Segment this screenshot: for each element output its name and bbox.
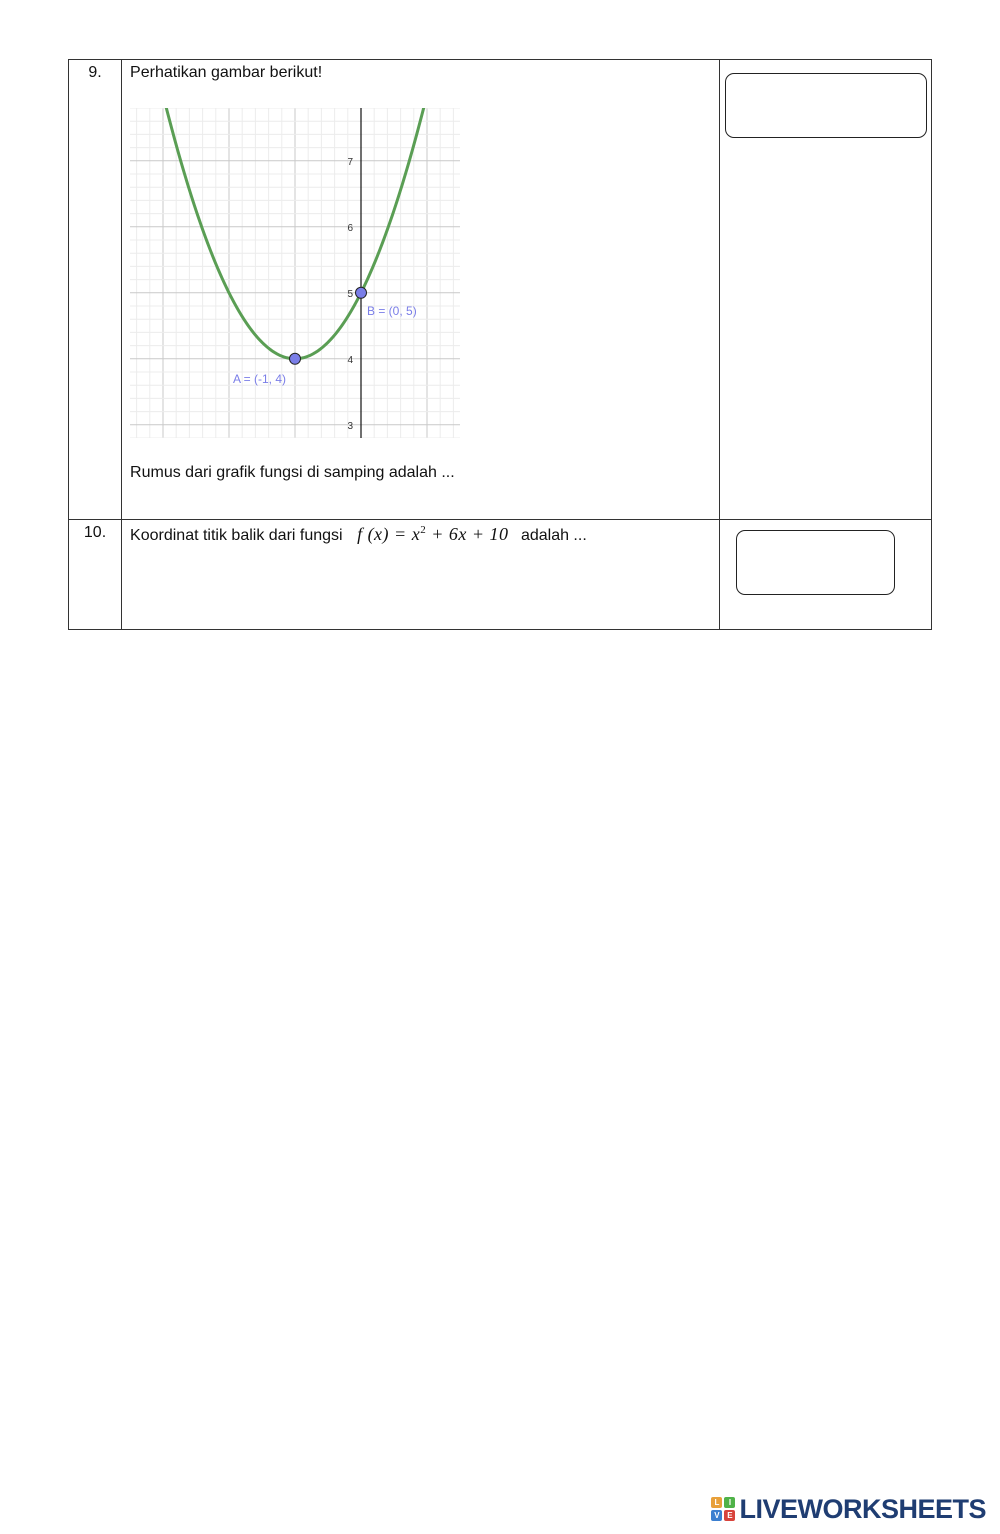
function-formula [357,524,508,544]
point-marker [356,287,367,298]
logo-tile: V [711,1510,722,1521]
question-followup: Rumus dari grafik fungsi di samping adalah ... [130,464,455,481]
logo-tile: E [724,1510,735,1521]
point-label: A = (-1, 4) [233,371,287,386]
answer-cell [719,60,931,520]
y-tick-label: 5 [347,288,354,300]
graph-svg [130,108,460,438]
y-tick-label: 6 [347,222,354,234]
logo-text: LIVEWORKSHEETS [739,1493,986,1524]
formula-rhs: + 6x + 10 [426,524,509,544]
question-row-9 [69,60,932,520]
question-prompt: Perhatikan gambar berikut! [130,64,323,81]
y-tick-label: 4 [347,354,354,366]
y-tick-label: 3 [347,420,354,432]
question-body [122,520,720,630]
point-marker [290,353,301,364]
liveworksheets-logo [711,1494,986,1524]
y-tick-label: 7 [347,156,354,168]
question-number: 9. [69,60,122,520]
worksheet-table [68,59,932,630]
answer-cell [719,520,931,630]
question-number: 10. [69,520,122,630]
formula-exponent: 2 [420,524,427,536]
question-body [122,60,720,520]
question-prompt: Koordinat titik balik dari fungsi [130,527,343,544]
formula-lhs: f (x) = x [357,524,421,544]
logo-tile: I [724,1497,735,1508]
logo-tile: L [711,1497,722,1508]
logo-icon [711,1497,735,1521]
question-row-10 [69,520,932,630]
answer-input-9[interactable] [725,73,927,138]
answer-input-10[interactable] [736,530,895,595]
question-suffix: adalah ... [520,527,587,544]
parabola-graph [130,108,460,438]
point-label: B = (0, 5) [367,303,417,318]
